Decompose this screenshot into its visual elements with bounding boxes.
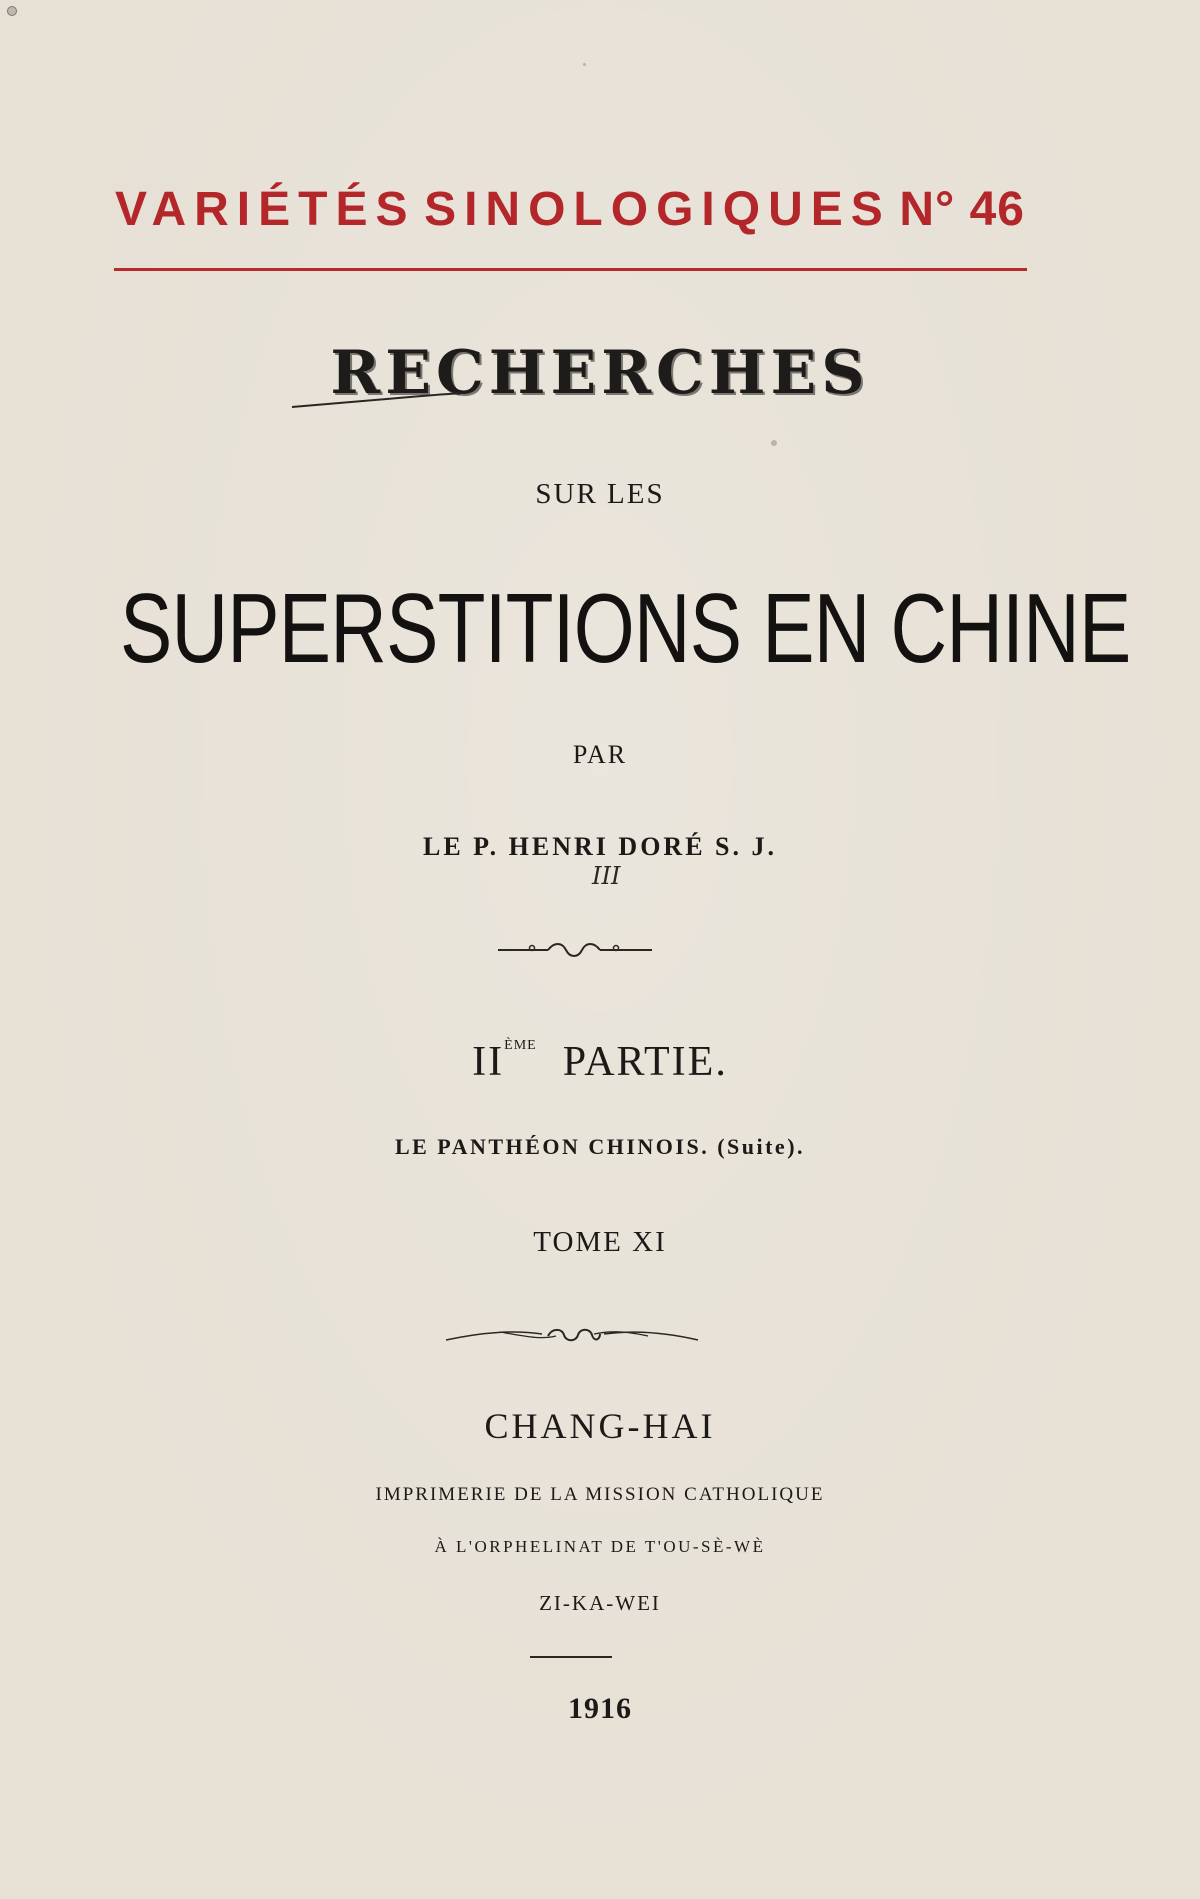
pen-underline-mark: [290, 392, 460, 412]
series-name-middle: SINOLOGIQUES: [424, 183, 891, 236]
year-rule: [530, 1656, 612, 1658]
part-heading: [0, 1038, 1200, 1086]
paper-speck: [583, 63, 586, 66]
imprint-printer: IMPRIMERIE DE LA MISSION CATHOLIQUE: [375, 1484, 825, 1505]
part-superscript: ÈME: [504, 1038, 537, 1053]
author-name: LE P. HENRI DORÉ S. J.: [423, 832, 777, 861]
imprint-district: ZI-KA-WEI: [539, 1591, 661, 1615]
paper-speck: [771, 440, 777, 446]
part-numeral: II: [472, 1039, 505, 1085]
title-recherches: RECHERCHES: [330, 338, 870, 408]
handwritten-note: III: [592, 862, 621, 890]
publication-year: 1916: [568, 1692, 632, 1725]
header-rule: [114, 268, 1027, 271]
imprint-city: CHANG-HAI: [484, 1406, 716, 1446]
main-title: SUPERSTITIONS EN CHINE: [120, 573, 1131, 683]
subtitle-pantheon: LE PANTHÉON CHINOIS. (Suite).: [394, 1134, 806, 1159]
series-name-left: VARIÉTÉS: [115, 183, 416, 236]
imprint-orphanage: À L'ORPHELINAT DE T'OU-SÈ-WÈ: [434, 1537, 766, 1556]
series-number: N° 46: [899, 183, 1025, 236]
byline-par: PAR: [572, 740, 628, 769]
corner-dot-icon: [7, 6, 17, 16]
title-sur-les: SUR LES: [535, 478, 665, 510]
tome-number: TOME XI: [533, 1226, 667, 1258]
part-label: PARTIE.: [562, 1039, 728, 1085]
ornament-flourish-icon: [444, 1322, 700, 1348]
ornament-divider-icon: [496, 938, 654, 962]
series-header: [115, 183, 1025, 236]
